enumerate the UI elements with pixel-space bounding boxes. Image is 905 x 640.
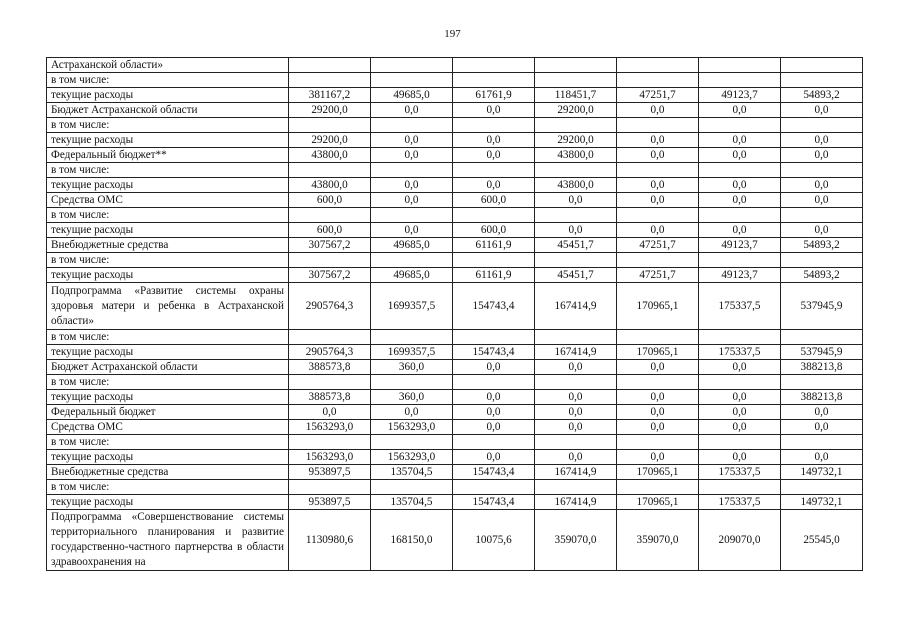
value-cell	[371, 208, 453, 223]
value-cell: 49123,7	[699, 268, 781, 283]
row-label: в том числе:	[47, 73, 289, 88]
value-cell	[289, 435, 371, 450]
value-cell: 135704,5	[371, 465, 453, 480]
value-cell: 61761,9	[453, 88, 535, 103]
value-cell	[453, 480, 535, 495]
value-cell: 61161,9	[453, 238, 535, 253]
value-cell	[781, 375, 863, 390]
value-cell: 0,0	[699, 133, 781, 148]
row-label: текущие расходы	[47, 495, 289, 510]
value-cell: 0,0	[699, 390, 781, 405]
value-cell: 0,0	[699, 420, 781, 435]
value-cell: 49123,7	[699, 88, 781, 103]
value-cell	[781, 253, 863, 268]
value-cell: 0,0	[371, 193, 453, 208]
value-cell	[699, 480, 781, 495]
value-cell: 154743,4	[453, 495, 535, 510]
value-cell: 0,0	[453, 360, 535, 375]
value-cell	[781, 435, 863, 450]
table-row	[47, 283, 863, 330]
table-row	[47, 73, 863, 88]
value-cell: 49685,0	[371, 88, 453, 103]
value-cell	[371, 375, 453, 390]
value-cell: 600,0	[453, 223, 535, 238]
value-cell: 135704,5	[371, 495, 453, 510]
value-cell: 0,0	[535, 405, 617, 420]
value-cell: 360,0	[371, 360, 453, 375]
value-cell	[453, 435, 535, 450]
table-row	[47, 88, 863, 103]
table-row	[47, 420, 863, 435]
value-cell	[453, 163, 535, 178]
row-label: Внебюджетные средства	[47, 465, 289, 480]
table-row	[47, 193, 863, 208]
value-cell: 0,0	[617, 193, 699, 208]
value-cell: 0,0	[617, 103, 699, 118]
value-cell	[289, 330, 371, 345]
value-cell	[781, 73, 863, 88]
value-cell: 118451,7	[535, 88, 617, 103]
table-row	[47, 118, 863, 133]
table-row	[47, 360, 863, 375]
value-cell: 600,0	[289, 223, 371, 238]
value-cell: 0,0	[453, 450, 535, 465]
value-cell: 0,0	[371, 223, 453, 238]
row-label: Федеральный бюджет**	[47, 148, 289, 163]
value-cell	[535, 58, 617, 73]
value-cell: 167414,9	[535, 495, 617, 510]
table-row	[47, 148, 863, 163]
value-cell	[535, 480, 617, 495]
row-label: текущие расходы	[47, 345, 289, 360]
value-cell: 175337,5	[699, 345, 781, 360]
value-cell: 175337,5	[699, 465, 781, 480]
value-cell	[453, 253, 535, 268]
value-cell: 167414,9	[535, 283, 617, 330]
value-cell: 43800,0	[535, 178, 617, 193]
value-cell	[289, 58, 371, 73]
value-cell: 0,0	[699, 193, 781, 208]
value-cell	[699, 73, 781, 88]
table-row	[47, 480, 863, 495]
value-cell: 149732,1	[781, 465, 863, 480]
value-cell	[289, 163, 371, 178]
value-cell: 29200,0	[289, 103, 371, 118]
value-cell: 149732,1	[781, 495, 863, 510]
value-cell: 537945,9	[781, 345, 863, 360]
value-cell: 54893,2	[781, 238, 863, 253]
value-cell: 47251,7	[617, 268, 699, 283]
value-cell	[535, 435, 617, 450]
value-cell: 45451,7	[535, 238, 617, 253]
budget-table	[46, 57, 863, 571]
value-cell: 381167,2	[289, 88, 371, 103]
value-cell	[371, 118, 453, 133]
value-cell: 154743,4	[453, 345, 535, 360]
value-cell	[371, 480, 453, 495]
value-cell: 61161,9	[453, 268, 535, 283]
value-cell: 29200,0	[289, 133, 371, 148]
value-cell: 0,0	[781, 193, 863, 208]
value-cell	[535, 253, 617, 268]
value-cell	[453, 330, 535, 345]
value-cell	[453, 118, 535, 133]
value-cell: 0,0	[371, 405, 453, 420]
table-row	[47, 405, 863, 420]
value-cell	[781, 118, 863, 133]
value-cell: 154743,4	[453, 283, 535, 330]
row-label: текущие расходы	[47, 390, 289, 405]
value-cell: 1563293,0	[371, 450, 453, 465]
value-cell: 537945,9	[781, 283, 863, 330]
value-cell	[289, 480, 371, 495]
value-cell	[617, 435, 699, 450]
value-cell	[289, 253, 371, 268]
value-cell: 0,0	[699, 148, 781, 163]
table-row	[47, 103, 863, 118]
table-row	[47, 345, 863, 360]
value-cell	[289, 118, 371, 133]
value-cell: 0,0	[699, 223, 781, 238]
value-cell: 170965,1	[617, 283, 699, 330]
value-cell: 0,0	[371, 148, 453, 163]
row-label: Средства ОМС	[47, 420, 289, 435]
value-cell: 0,0	[617, 390, 699, 405]
value-cell: 54893,2	[781, 268, 863, 283]
value-cell	[617, 330, 699, 345]
value-cell: 0,0	[699, 360, 781, 375]
value-cell	[781, 58, 863, 73]
table-row	[47, 268, 863, 283]
table-row	[47, 238, 863, 253]
row-label: в том числе:	[47, 163, 289, 178]
table-row	[47, 390, 863, 405]
value-cell: 0,0	[781, 148, 863, 163]
value-cell	[371, 163, 453, 178]
value-cell	[617, 73, 699, 88]
value-cell	[699, 163, 781, 178]
value-cell: 0,0	[781, 178, 863, 193]
row-label: текущие расходы	[47, 88, 289, 103]
value-cell: 170965,1	[617, 345, 699, 360]
value-cell: 307567,2	[289, 268, 371, 283]
value-cell: 0,0	[535, 390, 617, 405]
row-label: в том числе:	[47, 118, 289, 133]
page-number: 197	[444, 28, 461, 40]
value-cell	[699, 58, 781, 73]
value-cell	[535, 163, 617, 178]
value-cell: 0,0	[699, 450, 781, 465]
value-cell: 10075,6	[453, 510, 535, 571]
value-cell: 0,0	[453, 103, 535, 118]
value-cell	[453, 208, 535, 223]
value-cell: 953897,5	[289, 495, 371, 510]
value-cell	[617, 208, 699, 223]
table-row	[47, 435, 863, 450]
value-cell: 54893,2	[781, 88, 863, 103]
value-cell: 388213,8	[781, 390, 863, 405]
value-cell: 0,0	[617, 223, 699, 238]
row-label: Средства ОМС	[47, 193, 289, 208]
table-row	[47, 208, 863, 223]
value-cell: 2905764,3	[289, 345, 371, 360]
value-cell	[535, 118, 617, 133]
value-cell: 388213,8	[781, 360, 863, 375]
value-cell: 49685,0	[371, 238, 453, 253]
value-cell	[535, 375, 617, 390]
value-cell	[617, 58, 699, 73]
value-cell: 0,0	[781, 133, 863, 148]
row-label: текущие расходы	[47, 133, 289, 148]
value-cell	[289, 73, 371, 88]
value-cell	[617, 480, 699, 495]
budget-table-body	[47, 58, 863, 571]
value-cell: 45451,7	[535, 268, 617, 283]
value-cell: 47251,7	[617, 238, 699, 253]
value-cell: 0,0	[371, 103, 453, 118]
value-cell	[289, 375, 371, 390]
value-cell	[453, 375, 535, 390]
value-cell	[289, 208, 371, 223]
row-label: текущие расходы	[47, 450, 289, 465]
value-cell	[453, 58, 535, 73]
value-cell: 43800,0	[289, 148, 371, 163]
value-cell: 175337,5	[699, 283, 781, 330]
value-cell: 0,0	[617, 133, 699, 148]
value-cell: 0,0	[781, 450, 863, 465]
value-cell: 25545,0	[781, 510, 863, 571]
table-row	[47, 223, 863, 238]
row-label: Подпрограмма «Совершенствование системы территориального планирования и развитие государственно-частного партнерства в области здравоохранения на	[47, 510, 289, 571]
value-cell	[781, 330, 863, 345]
value-cell	[371, 435, 453, 450]
value-cell: 600,0	[289, 193, 371, 208]
value-cell: 209070,0	[699, 510, 781, 571]
value-cell	[699, 435, 781, 450]
value-cell: 0,0	[453, 390, 535, 405]
table-row	[47, 178, 863, 193]
value-cell: 0,0	[617, 360, 699, 375]
value-cell: 2905764,3	[289, 283, 371, 330]
value-cell: 0,0	[453, 405, 535, 420]
value-cell: 0,0	[535, 420, 617, 435]
value-cell	[617, 375, 699, 390]
value-cell	[617, 163, 699, 178]
value-cell	[453, 73, 535, 88]
row-label: Астраханской области»	[47, 58, 289, 73]
table-row	[47, 465, 863, 480]
row-label: в том числе:	[47, 375, 289, 390]
value-cell: 307567,2	[289, 238, 371, 253]
value-cell	[535, 330, 617, 345]
value-cell: 29200,0	[535, 133, 617, 148]
value-cell: 600,0	[453, 193, 535, 208]
row-label: текущие расходы	[47, 223, 289, 238]
value-cell	[535, 208, 617, 223]
value-cell: 0,0	[781, 223, 863, 238]
table-row	[47, 450, 863, 465]
value-cell	[535, 73, 617, 88]
row-label: в том числе:	[47, 480, 289, 495]
value-cell: 1563293,0	[371, 420, 453, 435]
value-cell	[781, 480, 863, 495]
value-cell	[699, 118, 781, 133]
value-cell: 43800,0	[535, 148, 617, 163]
value-cell: 1699357,5	[371, 283, 453, 330]
value-cell: 1563293,0	[289, 420, 371, 435]
value-cell: 0,0	[699, 103, 781, 118]
value-cell: 1699357,5	[371, 345, 453, 360]
value-cell: 0,0	[453, 178, 535, 193]
table-row	[47, 375, 863, 390]
row-label: Подпрограмма «Развитие системы охраны здоровья матери и ребенка в Астраханской области»	[47, 283, 289, 330]
value-cell: 0,0	[699, 405, 781, 420]
table-row	[47, 58, 863, 73]
value-cell: 0,0	[699, 178, 781, 193]
row-label: Бюджет Астраханской области	[47, 360, 289, 375]
row-label: Федеральный бюджет	[47, 405, 289, 420]
value-cell: 0,0	[617, 148, 699, 163]
value-cell: 154743,4	[453, 465, 535, 480]
value-cell: 49685,0	[371, 268, 453, 283]
value-cell: 0,0	[371, 178, 453, 193]
value-cell: 47251,7	[617, 88, 699, 103]
value-cell: 0,0	[371, 133, 453, 148]
value-cell: 1130980,6	[289, 510, 371, 571]
value-cell: 175337,5	[699, 495, 781, 510]
value-cell: 0,0	[617, 420, 699, 435]
value-cell	[699, 375, 781, 390]
row-label: в том числе:	[47, 208, 289, 223]
value-cell: 0,0	[289, 405, 371, 420]
table-row	[47, 133, 863, 148]
value-cell: 0,0	[617, 405, 699, 420]
value-cell: 0,0	[617, 178, 699, 193]
value-cell: 0,0	[781, 420, 863, 435]
value-cell: 0,0	[453, 133, 535, 148]
value-cell: 0,0	[453, 420, 535, 435]
table-row	[47, 163, 863, 178]
value-cell	[699, 208, 781, 223]
value-cell: 49123,7	[699, 238, 781, 253]
table-row	[47, 253, 863, 268]
value-cell: 0,0	[781, 103, 863, 118]
value-cell: 388573,8	[289, 360, 371, 375]
value-cell: 0,0	[535, 450, 617, 465]
value-cell	[699, 330, 781, 345]
value-cell: 388573,8	[289, 390, 371, 405]
value-cell: 29200,0	[535, 103, 617, 118]
row-label: Внебюджетные средства	[47, 238, 289, 253]
value-cell: 359070,0	[617, 510, 699, 571]
row-label: в том числе:	[47, 435, 289, 450]
row-label: текущие расходы	[47, 178, 289, 193]
value-cell	[371, 253, 453, 268]
value-cell	[371, 73, 453, 88]
value-cell: 168150,0	[371, 510, 453, 571]
table-row	[47, 495, 863, 510]
value-cell	[781, 163, 863, 178]
value-cell: 167414,9	[535, 465, 617, 480]
value-cell: 0,0	[535, 360, 617, 375]
value-cell: 0,0	[535, 223, 617, 238]
value-cell: 167414,9	[535, 345, 617, 360]
value-cell: 359070,0	[535, 510, 617, 571]
value-cell: 0,0	[781, 405, 863, 420]
value-cell: 360,0	[371, 390, 453, 405]
value-cell	[371, 330, 453, 345]
value-cell: 1563293,0	[289, 450, 371, 465]
value-cell	[699, 253, 781, 268]
value-cell: 0,0	[617, 450, 699, 465]
value-cell	[371, 58, 453, 73]
row-label: в том числе:	[47, 330, 289, 345]
value-cell	[781, 208, 863, 223]
value-cell: 0,0	[453, 148, 535, 163]
value-cell	[617, 253, 699, 268]
value-cell: 0,0	[535, 193, 617, 208]
row-label: Бюджет Астраханской области	[47, 103, 289, 118]
row-label: текущие расходы	[47, 268, 289, 283]
table-row	[47, 330, 863, 345]
value-cell: 953897,5	[289, 465, 371, 480]
value-cell: 170965,1	[617, 495, 699, 510]
value-cell	[617, 118, 699, 133]
value-cell: 170965,1	[617, 465, 699, 480]
value-cell: 43800,0	[289, 178, 371, 193]
row-label: в том числе:	[47, 253, 289, 268]
table-row	[47, 510, 863, 571]
